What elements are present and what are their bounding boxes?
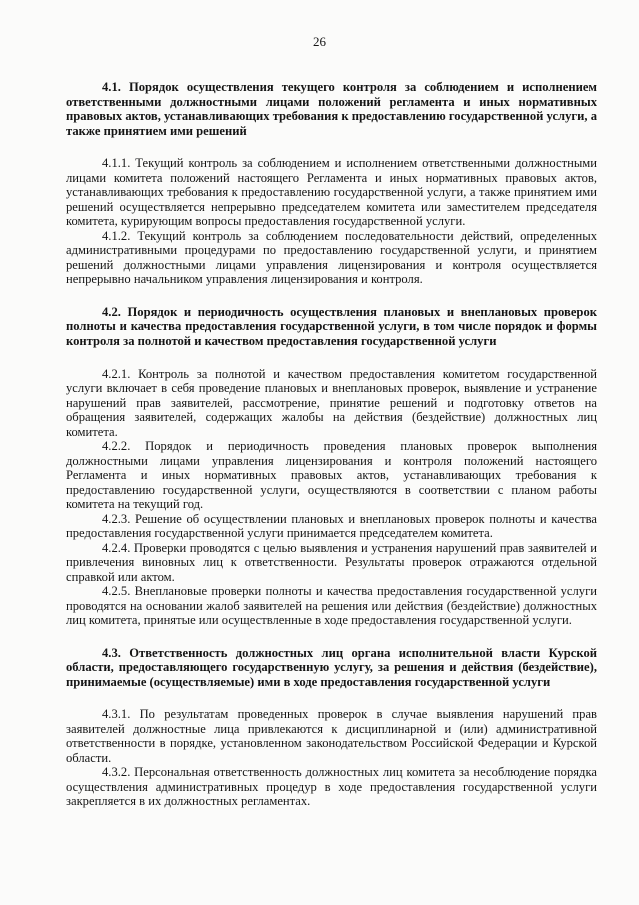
paragraph: 4.1.2. Текущий контроль за соблюдением последовательности действий, определенных административными процедурами по предоставлению государственной услуги, и принятием решений должностными лицами управления лицензирования и контроля осуществляется непрерывно начальником управления лицензирования и контроля. xyxy=(66,228,597,287)
page-number: 26 xyxy=(313,34,326,49)
paragraph: 4.2.1. Контроль за полнотой и качеством предоставления комитетом государственной услуги включает в себя проведение плановых и внеплановых проверок, выявление и устранение нарушений прав заявителей, рассмотрение, принятие решений и подготовку ответов на обращения заявителей, содержащих жалобы на действия (бездействие) должностных лиц комитета. xyxy=(66,366,597,439)
paragraph: 4.2.2. Порядок и периодичность проведения плановых проверок выполнения должностными лицами управления лицензирования и контроля положений настоящего Регламента и иных нормативных правовых актов, устанавливающих требования к предоставлению государственной услуги, осуществляются в соответствии с планом работы комитета на текущий год. xyxy=(66,439,597,512)
paragraph: 4.3.2. Персональная ответственность должностных лиц комитета за несоблюдение порядка осуществления административных процедур в ходе предоставления государственной услуги закрепляется в их должностных регламентах. xyxy=(66,765,597,809)
document-body xyxy=(66,80,597,809)
section-4-3 xyxy=(66,646,597,809)
section-4-2 xyxy=(66,305,597,628)
section-heading: 4.2. Порядок и периодичность осуществления плановых и внеплановых проверок полноты и качества предоставления государственной услуги, в том числе порядок и формы контроля за полнотой и качеством предоставления государственной услуги xyxy=(66,304,597,349)
section-heading: 4.3. Ответственность должностных лиц органа исполнительной власти Курской области, предоставляющего государственную услугу, за решения и действия (бездействие), принимаемые (осуществляемые) ими в ходе предоставления государственной услуги xyxy=(66,645,597,689)
paragraph: 4.2.3. Решение об осуществлении плановых и внеплановых проверок полноты и качества предоставления государственной услуги принимается председателем комитета. xyxy=(66,511,597,541)
paragraph: 4.2.5. Внеплановые проверки полноты и качества предоставления государственной услуги проводятся на основании жалоб заявителей на решения или действия (бездействие) должностных лиц комитета, принятые или осуществленные в ходе предоставления государственной услуги. xyxy=(66,584,597,628)
paragraph: 4.3.1. По результатам проведенных проверок в случае выявления нарушений прав заявителей должностные лица привлекаются к дисциплинарной и (или) административной ответственности в порядке, установленном законодательством Российской Федерации и Курской области. xyxy=(66,707,597,765)
section-4-1 xyxy=(66,80,597,287)
paragraph: 4.1.1. Текущий контроль за соблюдением и исполнением ответственными должностными лицами комитета положений настоящего Регламента и иных нормативных правовых актов, устанавливающих требования к предоставлению государственной услуги, а также принятием ими решений осуществляется непрерывно председателем комитета или заместителем председателя комитета, курирующим вопросы предоставления государственной услуги. xyxy=(66,156,597,229)
section-heading: 4.1. Порядок осуществления текущего контроля за соблюдением и исполнением ответственными должностными лицами положений регламента и иных нормативных правовых актов, устанавливающих требования к предоставлению государственной услуги, а также принятием ими решений xyxy=(66,80,597,138)
paragraph: 4.2.4. Проверки проводятся с целью выявления и устранения нарушений прав заявителей и привлечения виновных лиц к ответственности. Результаты проверок отражаются отдельной справкой или актом. xyxy=(66,540,597,584)
